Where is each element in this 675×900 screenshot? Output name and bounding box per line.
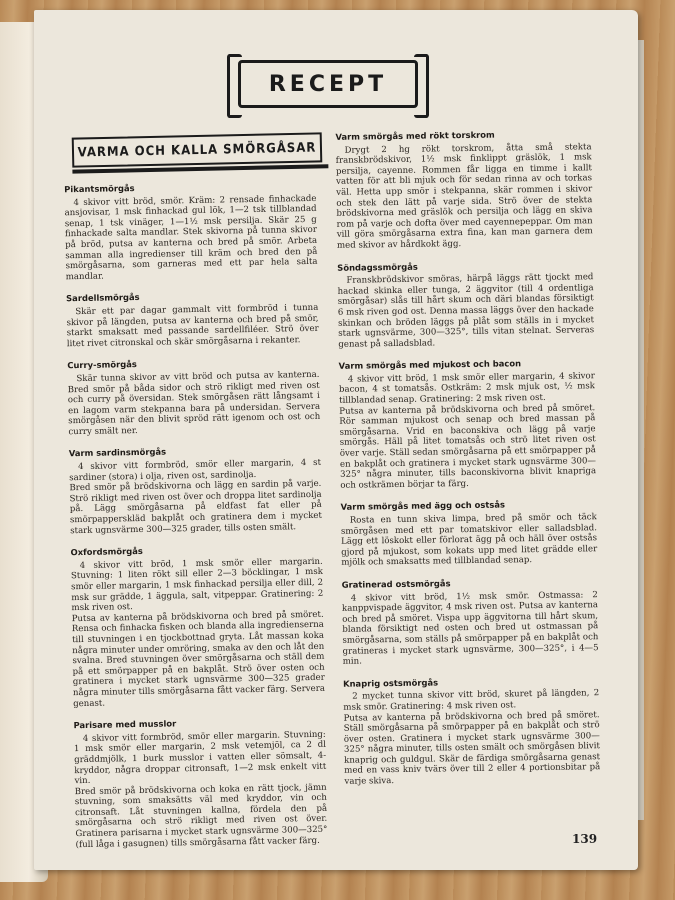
recipe-block [67,356,320,438]
recipe-title: Sardellsmörgås [66,292,140,304]
recipe-text: 4 skivor vitt bröd, 1 msk smör eller margarin, 4 skivor bacon, 4 st tomatsås. Ostkräm: 2 msk mjuk ost, ½ msk tillblandad senap. Gratinering: 2 msk riven ost. Putsa av kanterna på brödskivorna och bred på smöret. Rör samman mjukost och senap och bred massan på smörgåsarna. Vrid en baconskiva och lägg på varje smörgås. Häll på litet tomatsås och strö litet riven ost över varje. Ställ sedan smörgåsarna på ett smörpapper på en bakplåt och gratinera i mycket stark ugnsvärme 300—325° några minuter, tills baconskivorna blivit knapriga och ostkrämen börjar ta färg. [338,371,597,491]
page-number: 139 [572,832,598,846]
recipe-title: Söndagssmörgås [337,261,418,273]
right-column [335,128,600,798]
recipe-title: Pikantsmörgås [64,183,135,195]
recipe-text: 4 skivor vitt formbröd, smör eller margarin. Stuvning: 1 msk smör eller margarin, 2 msk vetemjöl, ca 2 dl gräddmjölk, 1 burk musslor i vatten eller sömsalt, 4-kryddor, några droppar citronsaft, 1—2 msk enkelt vitt vin. Bred smör på brödskivorna och koka en rätt tjock, jämn stuvning, som smaksätts väl med kryddor, vin och citronsaft. Låt stuvningen kallna, fördela den på smörgåsarna och strö rikligt med riven ost över. Gratinera parisarna i mycket stark ugnsvärme 300—325° (full låga i gasugnen) tills smörgåsarna fått vacker färg. [73,729,328,850]
recipe-title: Gratinerad ostsmörgås [341,578,451,590]
recipe-block [341,499,598,569]
recipe-title: Knaprig ostsmörgås [342,677,439,689]
recipe-title: Varm smörgås med rökt torskrom [335,129,495,142]
recipe-block [69,444,322,536]
recipe-text: Rosta en tunn skiva limpa, bred på smör och täck smörgåsen med ett par tomatskivor eller salladsblad. Lägg ett löskokt eller förlorat ägg på och häll över ostsås gjord på mjukost, som kokats upp med litet grädde eller mjölk och smaksatts med tillblandad senap. [340,512,598,569]
recipe-title: Varm smörgås med ägg och ostsås [340,499,506,513]
recipe-title: Varm sardinsmörgås [68,446,167,459]
recipe-text: Franskbrödskivor smöras, härpå läggs rätt tjockt med hackad skinka eller tunga, 2 äggvitor (till 4 ordentliga smörgåsar) slås till hårt skum och däri blandas försiktigt 6 msk riven god ost. Denna massa läggs över den hackade skinkan och bröden läggs på plåt som ställs in i mycket stark ugnsvärme, 300—325°, tills vitan stelnat. Serveras genast på salladsblad. [337,272,595,350]
recipe-title: Varm smörgås med mjukost och bacon [338,358,522,372]
recipe-title: Parisare med musslor [73,718,177,731]
recipe-text: 4 skivor vitt bröd, smör. Kräm: 2 rensade finhackade ansjovisar, 1 msk finhackad gul lök, 1—2 tsk tillblandad senap, 1 tsk vinäger, 1—1½ msk persilja. Skär 25 g finhackade salta mandlar. Stek skivorna på tunna skivor på bröd, putsa av kanterna och bred på smör. Arbeta samman alla ingredienser till kräm och bred den på smörgåsarna, som garneras med ett par hela salta mandlar. [64,193,318,282]
recipe-text: Drygt 2 hg rökt torskrom, åtta små stekta franskbrödskivor, 1½ msk finklippt gräslök, 1 msk persilja, cayenne. Rommen får ligga en timme i kallt vatten för att bli mjuk och för sedan rinna av och torkas väl. Hetta upp smör i stekpanna, skär rommen i skivor och stek den lätt på varje sida. Strö över de stekta brödskivorna med gräslök och persilja och lägg en skiva rom på varje och dofta över med cayennepeppar. Om man vill göra smörgåsarna extra fina, kan man garnera dem med skivor av hårdkokt ägg. [335,141,593,251]
recipe-block [64,180,318,283]
recipe-text: Skär ett par dagar gammalt vitt formbröd i tunna skivor på längden, putsa av kanterna och bred på smör, starkt smaksatt med passande sardellfiléer. Strö över litet rivet citronskal och skär smörgåsarna i rekanter. [66,302,319,349]
recipe-title: Oxfordsmörgås [70,546,143,558]
recipe-text: 4 skivor vitt bröd, 1½ msk smör. Ostmassa: 2 kanppvispade äggvitor, 4 msk riven ost. Putsa av kanterna och bred på smöret. Vispa upp äggvitorna till hårt skum, blanda försiktigt ned osten och bred ut ostmassan på smörgåsarna, som ställs på smörpapper på en bakplåt och gratineras i mycket stark ugnsvärme, 300—325°, i 4—5 min. [341,589,599,667]
recipe-block [66,289,319,349]
section-banner: VARMA OCH KALLA SMÖRGÅSAR [72,132,323,167]
recipe-block [343,675,600,788]
recipe-text: 4 skivor vitt bröd, 1 msk smör eller margarin. Stuvning: 1 liten rökt sill eller 2—3 böcklingar, 1 msk smör eller margarin, 1 msk finhackad persilja eller dill, 2 msk sur grädde, 1 äggula, salt, vitpeppar. Gratinering: 2 msk riven ost. Putsa av kanterna på brödskivorna och bred på smöret. Rensa och finhacka fisken och blanda alla ingredienserna till stuvningen i en tjockbottnad gryta. Låt massan koka några minuter under omröring, smaka av den och låt den svalna. Bred stuvningen över smörgåsarna och ställ dem på ett smörpapper på en bakplåt. Strö över osten och gratinera i mycket stark ugnsvärme 300—325 grader några minuter tills smörgåsarna fått vacker färg. Servera genast. [70,556,326,709]
recipe-text: 4 skivor vitt formbröd, smör eller margarin, 4 st sardiner (stora) i olja, riven ost, sardinolja. Bred smör på brödskivorna och lägg en sardin på varje. Strö rikligt med riven ost över och droppa litet sardinolja på. Lägg smörgåsarna på eldfast fat eller på smörpapperskläd bakplåt och gratinera dem i mycket stark ugnsvärme 300—325 grader, tills osten smält. [69,457,323,536]
recipe-block [70,543,325,709]
recipe-block [342,576,599,667]
recipe-text: Skär tunna skivor av vitt bröd och putsa av kanterna. Bred smör på båda sidor och strö rikligt med riven ost och curry på översidan. Stek smörgåsen rätt långsamt i en lagom varm stekpanna bara på undersidan. Servera smörgåsen när den blivit spröd rätt igenom och ost och curry smält ner. [67,369,321,438]
recipe-block [73,716,327,851]
page-title: RECEPT [238,60,418,108]
recipe-block [339,358,597,492]
recipe-block [337,259,594,350]
recipe-text: 2 mycket tunna skivor vitt bröd, skuret på längden, 2 msk smör. Gratinering: 4 msk riven ost. Putsa av kanterna på brödskivorna och bred på smöret. Ställ smörgåsarna på smörpapper på en bakplåt och strö över osten. Gratinera i mycket stark ugnsvärme 300—325° några minuter, tills osten smält och smörgåsen blivit knaprig och guldgul. Skär de färdiga smörgåsarna genast med en vass kniv tvärs över till 2 eller 4 portionsbitar på varje skiva. [343,688,601,787]
recipe-block [335,128,593,251]
left-column [64,180,328,862]
recipe-title: Curry-smörgås [67,359,137,371]
